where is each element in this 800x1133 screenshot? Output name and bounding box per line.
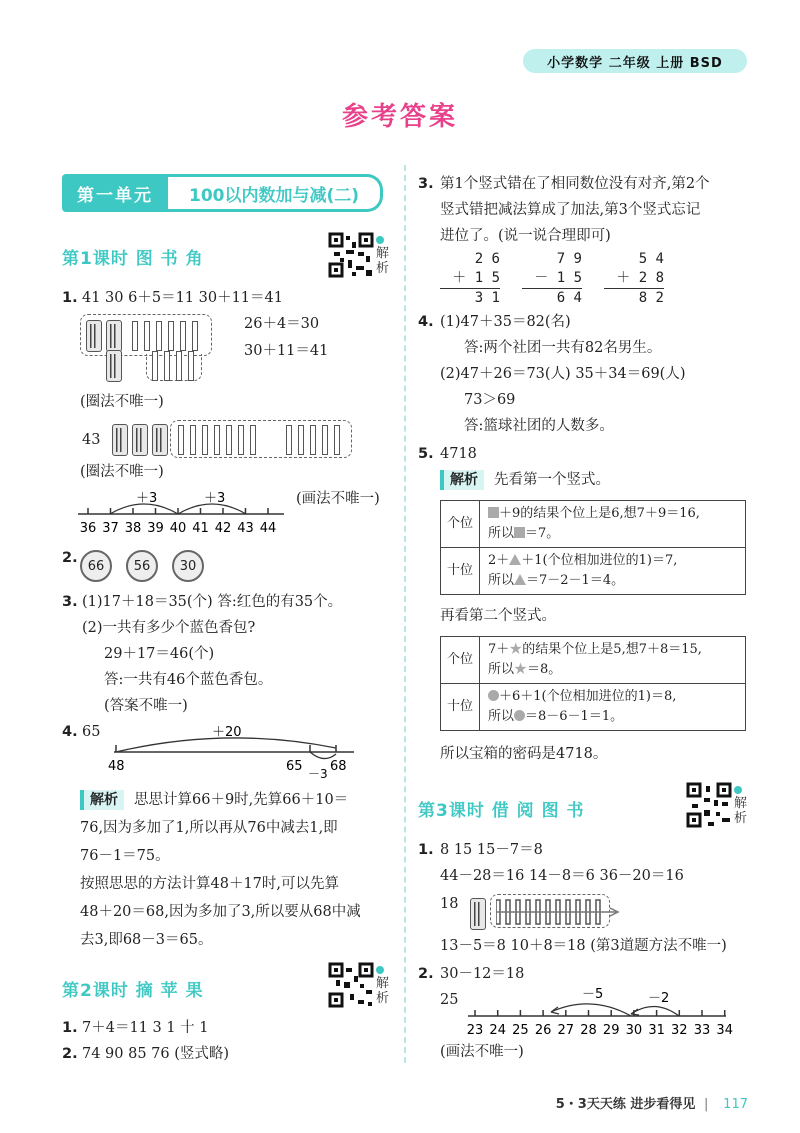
tick-label: 65	[286, 759, 303, 774]
qr-code-icon	[686, 782, 732, 828]
cell-text: ＝8。	[527, 662, 562, 677]
ten-block	[152, 424, 168, 456]
qr-label-2: 析	[376, 991, 390, 1006]
tick-label: 40	[169, 521, 187, 536]
table-cell	[480, 548, 746, 595]
tick-label: 44	[259, 521, 277, 536]
answer-line: (2)一共有多少个蓝色香包?	[82, 620, 256, 636]
ten-block	[470, 898, 486, 930]
circle-symbol-icon	[488, 690, 499, 701]
answer-line: (2)47＋26＝73(人) 35＋34＝69(人)	[440, 366, 686, 382]
cell-text: 2＋	[488, 553, 510, 568]
one-stick	[132, 321, 138, 351]
cell-text: 所以	[488, 526, 515, 541]
answer-circle: 56	[126, 550, 158, 582]
tick-label: 48	[108, 759, 125, 774]
qr-label	[376, 236, 390, 276]
cell-text: ＝8－6－1＝1。	[525, 709, 624, 724]
vc-mid: ＋ 1 5	[440, 269, 500, 289]
one-stick	[168, 321, 174, 351]
analysis-line: 所以宝箱的密码是4718。	[440, 746, 608, 762]
jump-arc	[116, 738, 336, 752]
answer-line: 答:一共有46个蓝色香包。	[104, 672, 273, 688]
note: (画法不唯一)	[296, 491, 380, 507]
q-number: 2.	[62, 550, 78, 566]
lesson-1-title: 第1课时 图 书 角	[62, 249, 204, 269]
analysis-text: 思思计算66＋9时,先算66＋10＝	[134, 792, 349, 808]
qr-label-2: 析	[734, 811, 748, 826]
star-symbol-icon: ★	[514, 662, 528, 677]
page-number: 117	[723, 1097, 748, 1112]
book-info-badge: 小学数学 二年级 上册 BSD	[523, 49, 747, 73]
answer-line: 4718	[440, 446, 477, 462]
one-stick	[322, 425, 328, 455]
unit-name: 100以内数加与减(二)	[168, 174, 383, 212]
vertical-calc-3	[604, 250, 664, 308]
tick-label: 36	[79, 521, 97, 536]
answer-line: (1)47＋35＝82(名)	[440, 314, 571, 330]
one-stick	[180, 321, 186, 351]
answer-line: 第1个竖式错在了相同数位没有对齐,第2个	[440, 176, 710, 192]
play-icon	[376, 236, 384, 244]
analysis-line	[80, 790, 348, 810]
equation: 26＋4＝30	[244, 316, 320, 332]
vc-top: 7 9	[556, 251, 582, 267]
answer-line: 29＋17＝46(个)	[104, 646, 215, 662]
cell-text: 所以	[488, 662, 515, 677]
cell-text: 的结果个位上是5,想7＋8＝15,	[522, 642, 702, 657]
q-number: 3.	[62, 594, 78, 610]
one-stick	[178, 425, 184, 455]
note: (画法不唯一)	[440, 1044, 524, 1060]
one-stick	[176, 351, 182, 381]
cell-text: 7＋	[488, 642, 510, 657]
answer-line: 13－5＝8 10＋8＝18 (第3道题方法不唯一)	[440, 938, 727, 954]
tick-label: 33	[693, 1023, 711, 1038]
one-stick	[202, 425, 208, 455]
jump-label: ＋3	[204, 491, 226, 506]
qr-label-1: 解	[376, 246, 390, 261]
jump-label: －3	[308, 767, 328, 780]
tick-label: 30	[625, 1023, 643, 1038]
cell-text: 所以	[488, 573, 515, 588]
vc-top: 2 6	[474, 251, 500, 267]
vc-mid: － 1 5	[522, 269, 582, 289]
analysis-line	[440, 470, 610, 490]
answer-line: 7＋4＝11 3 1 十 1	[82, 1020, 209, 1036]
cell-text: ＝7－2－1＝4。	[526, 573, 625, 588]
answer-line: 74 90 85 76 (竖式略)	[82, 1046, 230, 1062]
value: 65	[82, 724, 101, 740]
jump-arc	[551, 1004, 631, 1016]
analysis-tag: 解析	[80, 790, 124, 810]
tick-label: 42	[214, 521, 232, 536]
value-25: 25	[440, 992, 459, 1008]
answer-line: 30－12＝18	[440, 966, 525, 982]
answer-line: 73＞69	[464, 392, 516, 408]
answer-line: 进位了。(说一说合理即可)	[440, 228, 611, 244]
value-43: 43	[82, 432, 101, 448]
tick-label: 24	[489, 1023, 506, 1038]
answer-circle: 30	[172, 550, 204, 582]
cell-text: ＋1(个位相加进位的1)＝7,	[521, 553, 678, 568]
q-number: 1.	[62, 290, 78, 306]
analysis-table-1	[440, 500, 746, 595]
answer-line: 竖式错把减法算成了加法,第3个竖式忘记	[440, 202, 701, 218]
vc-top: 5 4	[638, 251, 664, 267]
one-stick	[156, 321, 162, 351]
ten-block	[86, 320, 102, 352]
note: (答案不唯一)	[104, 698, 188, 714]
star-symbol-icon: ★	[509, 642, 523, 657]
tick-label: 38	[124, 521, 142, 536]
analysis-table-2	[440, 636, 746, 731]
footer-brand: 5・3天天练 进步看得见	[555, 1097, 696, 1112]
tick-label: 41	[192, 521, 209, 536]
table-cell	[480, 684, 746, 731]
qr-label	[734, 786, 748, 826]
qr-code-icon	[328, 232, 374, 278]
analysis-text: 先看第一个竖式。	[494, 472, 610, 488]
tick-label: 31	[648, 1023, 665, 1038]
cell-text: ＋6＋1(个位相加进位的1)＝8,	[499, 689, 677, 704]
table-header: 个位	[441, 501, 480, 548]
tick-label: 25	[512, 1023, 529, 1038]
qr-label	[376, 966, 390, 1006]
sticks-row	[496, 898, 626, 928]
ten-block	[106, 320, 122, 352]
cell-text: ＋9的结果个位上是6,想7＋9＝16,	[499, 506, 700, 521]
jump-arc	[310, 752, 336, 759]
one-stick	[144, 321, 150, 351]
page-title: 参考答案	[341, 102, 458, 132]
table-cell	[480, 501, 746, 548]
answer-line: 答:两个社团一共有82名男生。	[464, 340, 662, 356]
table-header: 十位	[441, 548, 480, 595]
tick-label: 34	[716, 1023, 733, 1038]
note: (圈法不唯一)	[80, 464, 164, 480]
vertical-calc-1	[440, 250, 500, 308]
one-stick	[190, 425, 196, 455]
page-footer: 5・3天天练 进步看得见 | 117	[555, 1097, 748, 1112]
tick-label: 37	[102, 521, 119, 536]
tick-label: 43	[237, 521, 254, 536]
ten-block	[132, 424, 148, 456]
tick-label: 29	[602, 1023, 620, 1038]
one-stick	[310, 425, 316, 455]
vc-bot: 6 4	[556, 290, 582, 306]
jump-label: ＋3	[136, 491, 158, 506]
lesson-3-title: 第3课时 借 阅 图 书	[418, 801, 585, 821]
tick-label: 26	[534, 1023, 552, 1038]
square-symbol-icon	[488, 507, 499, 518]
jump-label: －2	[648, 991, 670, 1006]
square-symbol-icon	[514, 527, 525, 538]
lesson-2-title: 第2课时 摘 苹 果	[62, 981, 204, 1001]
qr-label-1: 解	[734, 796, 748, 811]
play-icon	[734, 786, 742, 794]
q-number: 2.	[62, 1046, 78, 1062]
jump-label: ＋20	[212, 725, 242, 740]
qr-code-icon	[328, 962, 374, 1008]
answer-line: 答:篮球社团的人数多。	[464, 418, 614, 434]
answer-circle: 66	[80, 550, 112, 582]
vc-bot: 8 2	[638, 290, 664, 306]
triangle-symbol-icon	[509, 554, 521, 565]
vc-mid: ＋ 2 8	[604, 269, 664, 289]
column-divider	[404, 165, 406, 1063]
q-number: 1.	[62, 1020, 78, 1036]
equation: 30＋11＝41	[244, 343, 329, 359]
cell-text: 所以	[488, 709, 515, 724]
analysis-line: 48＋20＝68,因为多加了3,所以要从68中减	[80, 904, 361, 920]
analysis-line: 76－1＝75。	[80, 848, 170, 864]
answer-line: 44－28＝16 14－8＝6 36－20＝16	[440, 868, 684, 884]
ten-block	[112, 424, 128, 456]
vertical-calc-2	[522, 250, 582, 308]
triangle-symbol-icon	[514, 574, 526, 585]
one-stick	[286, 425, 292, 455]
analysis-tag: 解析	[440, 470, 484, 490]
tick-label: 39	[147, 521, 164, 536]
unit-banner	[62, 174, 388, 212]
one-stick	[152, 351, 158, 381]
note: (圈法不唯一)	[80, 394, 164, 410]
one-stick	[238, 425, 244, 455]
cell-text: ＝7。	[525, 526, 560, 541]
jump-label: －5	[582, 987, 604, 1002]
analysis-line: 再看第二个竖式。	[440, 608, 556, 624]
one-stick	[192, 321, 198, 351]
one-stick	[298, 425, 304, 455]
ten-block	[106, 350, 122, 382]
answer-line: 41 30 6＋5＝11 30＋11＝41	[82, 290, 283, 306]
one-stick	[226, 425, 232, 455]
qr-label-2: 析	[376, 261, 390, 276]
answer-line: 8 15 15－7＝8	[440, 842, 543, 858]
one-stick	[164, 351, 170, 381]
q-number: 3.	[418, 176, 434, 192]
qr-label-1: 解	[376, 976, 390, 991]
analysis-line: 去3,即68－3＝65。	[80, 932, 213, 948]
table-header: 个位	[441, 637, 480, 684]
q-number: 5.	[418, 446, 434, 462]
table-cell	[480, 637, 746, 684]
tick-label: 68	[330, 759, 347, 774]
circle-symbol-icon	[514, 710, 525, 721]
one-stick	[250, 425, 256, 455]
q-number: 4.	[418, 314, 434, 330]
one-stick	[214, 425, 220, 455]
vc-bot: 3 1	[474, 290, 500, 306]
q-number: 2.	[418, 966, 434, 982]
tick-label: 28	[580, 1023, 597, 1038]
play-icon	[376, 966, 384, 974]
number-line-2	[104, 718, 364, 780]
analysis-line: 按照思思的方法计算48＋17时,可以先算	[80, 876, 340, 892]
one-stick	[188, 351, 194, 381]
table-header: 十位	[441, 684, 480, 731]
tick-label: 23	[466, 1023, 484, 1038]
tick-label: 27	[557, 1023, 575, 1038]
number-line-3	[464, 984, 734, 1042]
q-number: 1.	[418, 842, 434, 858]
analysis-line: 76,因为多加了1,所以再从76中减去1,即	[80, 820, 338, 836]
one-stick	[334, 425, 340, 455]
q-number: 4.	[62, 724, 78, 740]
unit-label: 第一单元	[62, 174, 168, 212]
answer-line: (1)17＋18＝35(个) 答:红色的有35个。	[82, 594, 343, 610]
value-18: 18	[440, 896, 459, 912]
tick-label: 32	[671, 1023, 688, 1038]
